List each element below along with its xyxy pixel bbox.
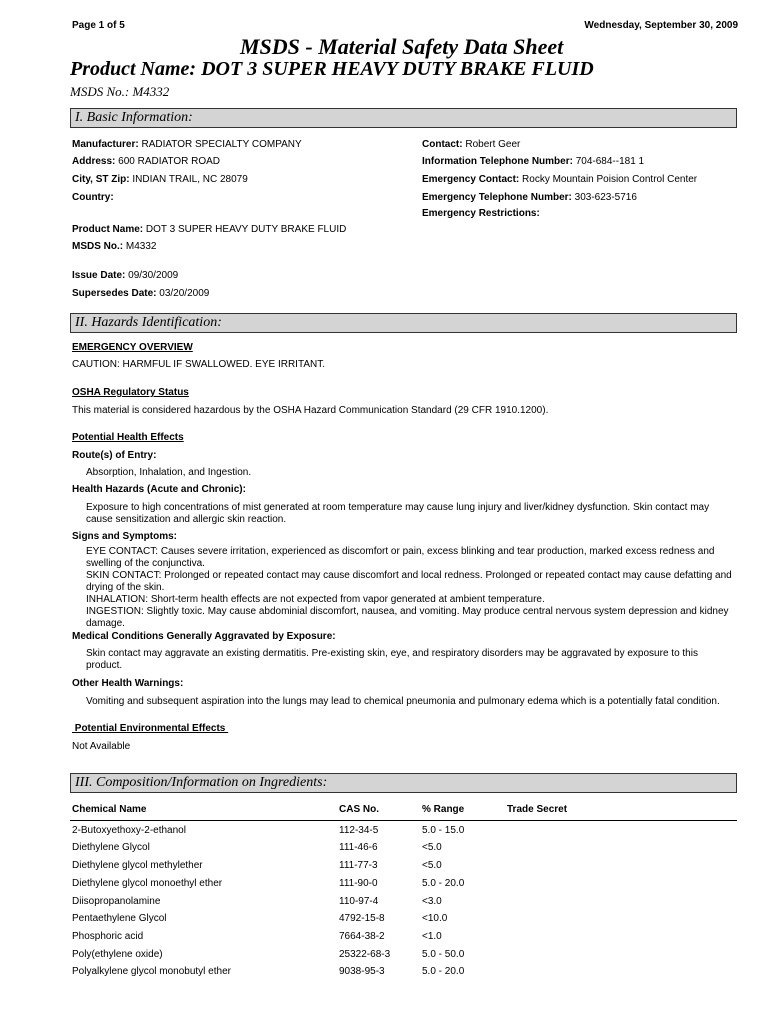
cell-range: <5.0 (422, 842, 442, 853)
document-title: MSDS - Material Safety Data Sheet (240, 34, 564, 59)
emergency-contact-label: Emergency Contact: (422, 174, 520, 185)
manufacturer-row (72, 139, 302, 150)
emergency-phone-value: 303-623-5716 (574, 192, 637, 203)
environmental-effects-text: Not Available (72, 741, 131, 752)
contact-value: Robert Geer (465, 139, 521, 150)
routes-label: Route(s) of Entry: (72, 450, 157, 461)
cell-cas: 111-77-3 (339, 860, 378, 871)
osha-text: This material is considered hazardous by the OSHA Hazard Communication Standard (29 CFR 1910.1200). (72, 405, 549, 416)
cell-cas: 9038-95-3 (339, 966, 385, 977)
col-header-range: % Range (422, 804, 465, 815)
cell-chemical-name: Diisopropanolamine (72, 896, 161, 907)
cell-range: <5.0 (422, 860, 442, 871)
eye-contact-text: EYE CONTACT: Causes severe irritation, experienced as discomfort or pain, excess blinking and tear production, marked excess redness and swelling of the conjunctiva. (86, 546, 715, 569)
other-warnings-text: Vomiting and subsequent aspiration into the lungs may lead to chemical pneumonia and pulmonary edema which is a potentially fatal condition. (86, 696, 720, 707)
address-label: Address: (72, 156, 116, 167)
cell-cas: 111-46-6 (339, 842, 378, 853)
section-basic-information: I. Basic Information: (70, 108, 737, 128)
info-phone-value: 704-684--181 1 (575, 156, 645, 167)
medical-conditions-label: Medical Conditions Generally Aggravated by Exposure: (72, 631, 336, 642)
cell-cas: 112-34-5 (339, 825, 379, 836)
issue-date-row (72, 270, 178, 281)
issue-date-value: 09/30/2009 (128, 270, 179, 281)
cell-cas: 111-90-0 (339, 878, 378, 889)
emergency-contact-value: Rocky Mountain Poision Control Center (522, 174, 698, 185)
info-phone-row (422, 156, 644, 167)
medical-conditions-text: Skin contact may aggravate an existing dermatitis. Pre-existing skin, eye, and respiratory disorders may be aggravated by exposure to this product. (86, 648, 698, 671)
cell-cas: 4792-15-8 (339, 913, 385, 924)
health-hazards-text: Exposure to high concentrations of mist generated at room temperature may cause lung injury and liver/kidney dysfunction. Skin contact may cause sensitization and allergic skin reaction. (86, 502, 710, 525)
col-header-chemical-name: Chemical Name (72, 804, 147, 815)
product-name-label: Product Name: (72, 224, 144, 235)
cell-range: <10.0 (422, 913, 448, 924)
cell-chemical-name: Diethylene Glycol (72, 842, 150, 853)
contact-row (422, 139, 520, 150)
cell-chemical-name: Phosphoric acid (72, 931, 144, 942)
cell-cas: 25322-68-3 (339, 949, 391, 960)
health-effects-heading: Potential Health Effects (72, 432, 184, 443)
contact-label: Contact: (422, 139, 463, 150)
address-value: 600 RADIATOR ROAD (118, 156, 221, 167)
emergency-contact-row (422, 174, 697, 185)
emergency-phone-row (422, 192, 637, 203)
other-warnings-label: Other Health Warnings: (72, 678, 184, 689)
cell-chemical-name: Polyalkylene glycol monobutyl ether (72, 966, 231, 977)
cell-range: 5.0 - 15.0 (422, 825, 465, 836)
msds-number-heading: MSDS No.: M4332 (70, 84, 170, 99)
city-row (72, 174, 248, 185)
environmental-effects-heading: Potential Environmental Effects (72, 723, 229, 734)
emergency-overview-text: CAUTION: HARMFUL IF SWALLOWED. EYE IRRITANT. (72, 359, 325, 370)
page-number: Page 1 of 5 (72, 20, 125, 31)
inhalation-text: INHALATION: Short-term health effects are not expected from vapor generated at ambient temperature. (86, 594, 545, 605)
product-name-value: DOT 3 SUPER HEAVY DUTY BRAKE FLUID (145, 224, 347, 235)
signs-label: Signs and Symptoms: (72, 531, 178, 542)
info-phone-label: Information Telephone Number: (422, 156, 573, 167)
msds-no-label: MSDS No.: (72, 241, 124, 252)
supersedes-value: 03/20/2009 (159, 288, 210, 299)
health-hazards-label: Health Hazards (Acute and Chronic): (72, 484, 246, 495)
osha-heading: OSHA Regulatory Status (72, 387, 189, 398)
ingestion-text: INGESTION: Slightly toxic. May cause abdominial discomfort, nausea, and vomiting. May produce central nervous system depression and kidney damage. (86, 606, 729, 629)
cell-chemical-name: Diethylene glycol methylether (72, 860, 203, 871)
col-header-cas: CAS No. (339, 804, 379, 815)
cell-range: 5.0 - 20.0 (422, 878, 465, 889)
skin-contact-text: SKIN CONTACT: Prolonged or repeated contact may cause discomfort and local redness. Prolonged or repeated contact may cause defatting and drying of the skin. (86, 570, 732, 593)
supersedes-row (72, 288, 209, 299)
product-name-row (72, 224, 346, 235)
product-heading: Product Name: DOT 3 SUPER HEAVY DUTY BRAKE FLUID (70, 58, 594, 80)
city-value: INDIAN TRAIL, NC 28079 (132, 174, 248, 185)
msds-no-row (72, 241, 156, 252)
cell-chemical-name: Diethylene glycol monoethyl ether (72, 878, 223, 889)
cell-range: 5.0 - 50.0 (422, 949, 465, 960)
country-label: Country: (72, 192, 114, 203)
table-header-rule (70, 820, 737, 821)
section-composition: III. Composition/Information on Ingredients: (70, 773, 737, 793)
cell-range: 5.0 - 20.0 (422, 966, 465, 977)
manufacturer-label: Manufacturer: (72, 139, 139, 150)
routes-text: Absorption, Inhalation, and Ingestion. (86, 467, 252, 478)
cell-cas: 7664-38-2 (339, 931, 385, 942)
print-date: Wednesday, September 30, 2009 (584, 20, 738, 31)
cell-range: <1.0 (422, 931, 442, 942)
city-label: City, ST Zip: (72, 174, 130, 185)
address-row (72, 156, 220, 167)
msds-no-value: M4332 (125, 241, 157, 252)
emergency-phone-label: Emergency Telephone Number: (422, 192, 572, 203)
issue-date-label: Issue Date: (72, 270, 126, 281)
emergency-restrictions-label: Emergency Restrictions: (422, 208, 540, 219)
manufacturer-value: RADIATOR SPECIALTY COMPANY (141, 139, 302, 150)
supersedes-label: Supersedes Date: (72, 288, 157, 299)
cell-range: <3.0 (422, 896, 442, 907)
emergency-overview-heading: EMERGENCY OVERVIEW (72, 342, 193, 353)
cell-cas: 110-97-4 (339, 896, 379, 907)
cell-chemical-name: Pentaethylene Glycol (72, 913, 167, 924)
col-header-trade-secret: Trade Secret (507, 804, 568, 815)
cell-chemical-name: Poly(ethylene oxide) (72, 949, 163, 960)
section-hazards-identification: II. Hazards Identification: (70, 313, 737, 333)
cell-chemical-name: 2-Butoxyethoxy-2-ethanol (72, 825, 186, 836)
